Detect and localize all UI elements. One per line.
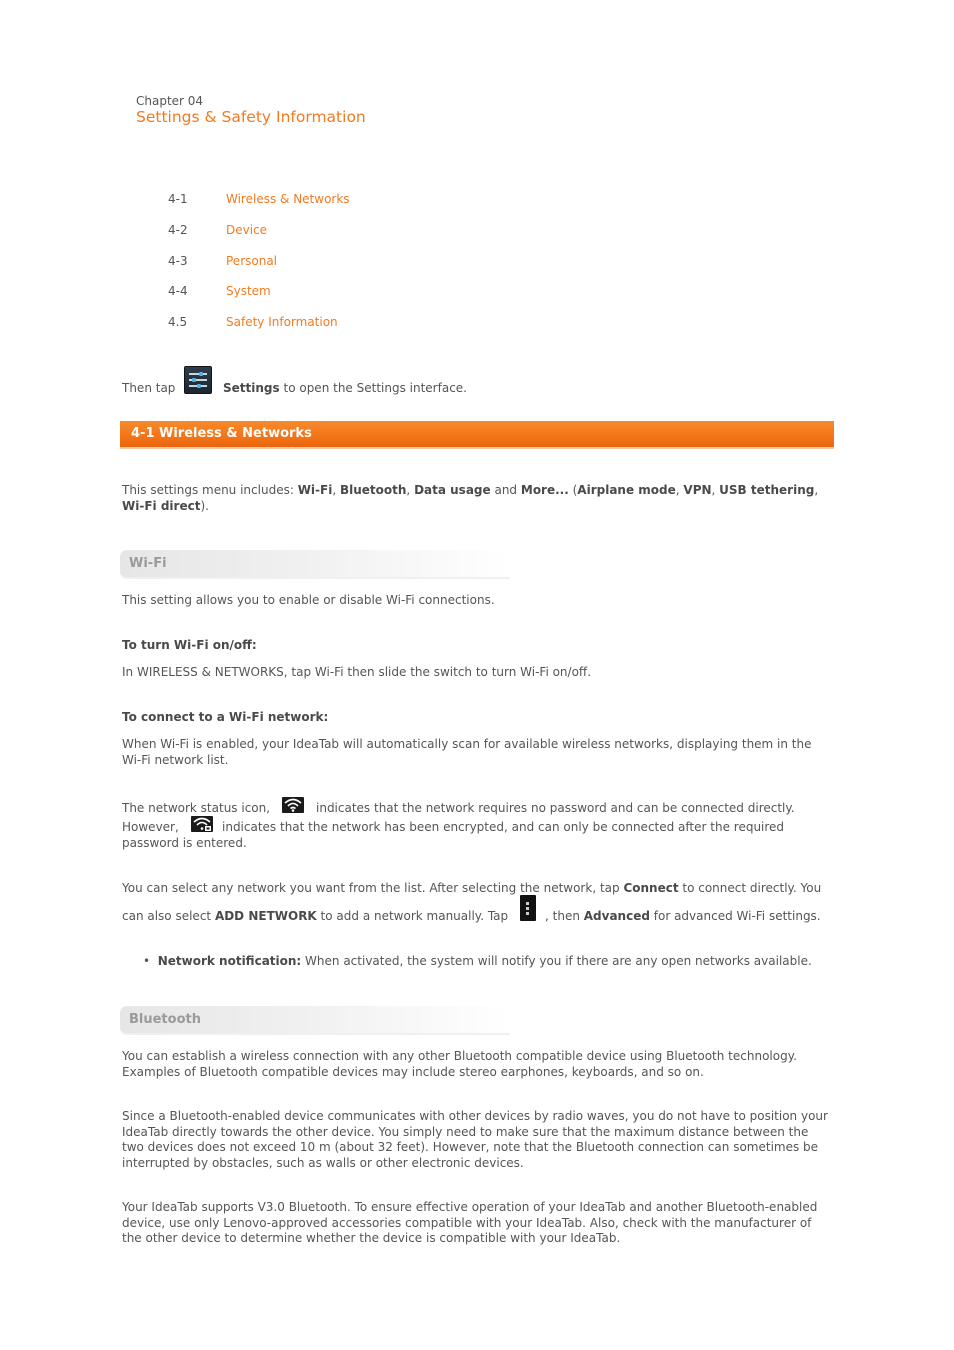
bluetooth-subheader (120, 1006, 510, 1035)
intro-sentence (223, 381, 467, 395)
bluetooth-paragraph-1: You can establish a wireless connection with any other Bluetooth compatible device using Bluetooth technology. Examples of Bluetooth compatible devices may include stereo earphones, keyboards, and so on. (122, 1049, 797, 1079)
wifi-status-text-b: indicates that the network requires no password and can be connected directly. (316, 801, 795, 815)
toc-number: 4-1 (168, 192, 188, 206)
bluetooth-subheader-title: Bluetooth (129, 1012, 201, 1027)
bluetooth-paragraph-2: Since a Bluetooth-enabled device communicates with other devices by radio waves, you do not have to position your IdeaTab directly towards the other device. You simply need to make sure that the maximum distance between the two devices does not exceed 10 m (about 32 feet). However, note that the Bluetooth connection can sometimes be interrupted by obstacles, such as walls or other electronic devices. (122, 1109, 828, 1170)
wifi-select-line2a: can also select ADD NETWORK to add a network manually. Tap (122, 909, 509, 923)
wifi-connect-body: When Wi-Fi is enabled, your IdeaTab will automatically scan for available wireless networks, displaying them in the Wi-Fi network list. (122, 737, 812, 767)
toc-link-wireless-networks[interactable]: Wireless & Networks (226, 192, 350, 206)
wifi-status-text-a: The network status icon, (122, 801, 271, 815)
intro-settings-word: Settings (223, 381, 280, 395)
section-title: 4-1 Wireless & Networks (131, 426, 312, 441)
settings-icon (184, 366, 212, 394)
wifi-open-icon (282, 797, 304, 813)
wifi-connect-title: To connect to a Wi-Fi network: (122, 710, 329, 724)
toc-link-safety-information[interactable]: Safety Information (226, 315, 338, 329)
wifi-select-line1: You can select any network you want from the list. After selecting the network, tap Connect to connect directly. You (122, 881, 822, 895)
wifi-status-text-d2: password is entered. (122, 836, 247, 850)
wifi-turn-title: To turn Wi-Fi on/off: (122, 638, 257, 652)
wifi-select-line2b: , then Advanced for advanced Wi-Fi settings. (545, 909, 821, 923)
chapter-title: Settings & Safety Information (136, 108, 366, 126)
toc-link-personal[interactable]: Personal (226, 254, 278, 268)
wifi-status-text-d1: indicates that the network has been encrypted, and can only be connected after the required (222, 820, 785, 834)
wifi-status-text-c: However, (122, 820, 179, 834)
wifi-turn-body: In WIRELESS & NETWORKS, tap Wi-Fi then slide the switch to turn Wi-Fi on/off. (122, 665, 592, 679)
toc-number: 4-2 (168, 223, 188, 237)
toc-number: 4-3 (168, 254, 188, 268)
menu-includes-paragraph: This settings menu includes: Wi-Fi, Bluetooth, Data usage and More... (Airplane mode, VPN, USB tethering, Wi-Fi direct). (122, 483, 819, 513)
toc-number: 4.5 (168, 315, 188, 329)
wifi-locked-icon (191, 816, 213, 832)
wifi-subheader (120, 550, 510, 579)
chapter-label: Chapter 04 (136, 94, 204, 108)
intro-then-tap: Then tap (122, 381, 176, 395)
toc-number: 4-4 (168, 284, 188, 298)
network-notification-bullet: • Network notification: When activated, the system will notify you if there are any open networks available. (143, 954, 812, 968)
wifi-description: This setting allows you to enable or disable Wi-Fi connections. (122, 593, 495, 607)
toc-link-system[interactable]: System (226, 284, 271, 298)
section-header-bar (120, 421, 834, 449)
overflow-menu-icon (520, 895, 536, 921)
intro-rest: to open the Settings interface. (283, 381, 467, 395)
bluetooth-paragraph-3: Your IdeaTab supports V3.0 Bluetooth. To ensure effective operation of your IdeaTab and another Bluetooth-enabled device, use only Lenovo-approved accessories compatible with your IdeaTab. Also, check with the manufacturer of the other device to determine whether the device is compatible with your IdeaTab. (122, 1200, 818, 1245)
wifi-subheader-title: Wi-Fi (129, 556, 167, 571)
toc-link-device[interactable]: Device (226, 223, 268, 237)
